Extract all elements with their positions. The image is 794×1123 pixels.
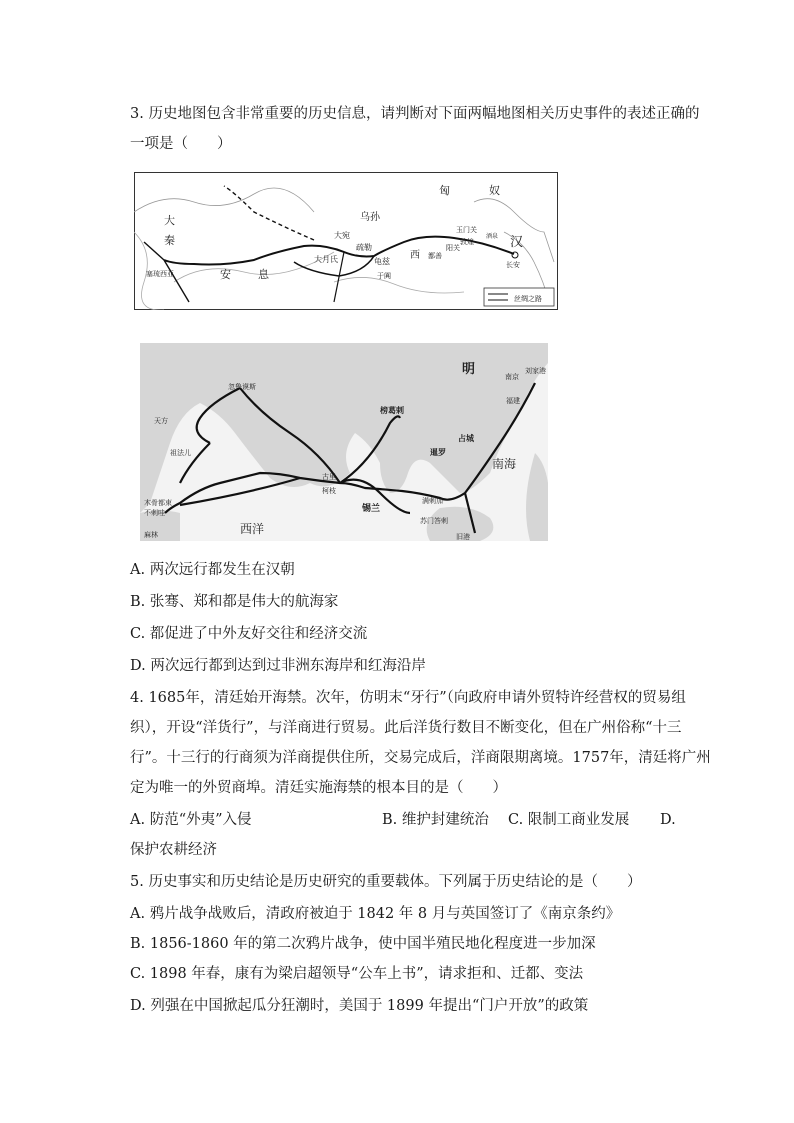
map2-label-xiyang: 西洋: [240, 522, 265, 536]
q4-option-a: A. 防范“外夷”入侵: [130, 812, 252, 828]
map2-label-ming: 明: [462, 362, 476, 377]
map2-label-hulumosi: 忽鲁谟斯: [228, 383, 256, 391]
map1-label-xi: 西: [410, 250, 420, 261]
map2-label-mogadishu: 木骨都束: [144, 499, 172, 507]
map2-label-sumendala: 苏门答剌: [420, 517, 448, 525]
silk-road-map-svg: [134, 172, 558, 310]
map2-label-kezhi: 柯枝: [322, 487, 336, 495]
q3-option-c: C. 都促进了中外友好交往和经济交流: [130, 626, 368, 642]
q5-option-a: A. 鸦片战争战败后，清政府被迫于 1842 年 8 月与英国签订了《南京条约》: [130, 906, 621, 922]
q4-stem-line3: 行”。十三行的行商须为洋商提供住所，交易完成后，洋商限期离境。1757年，清廷将广州: [130, 750, 711, 766]
q4-stem-line1: 4. 1685年，清廷始开海禁。次年，仿明末“牙行”（向政府申请外贸特许经营权的贸易组: [130, 690, 686, 706]
map1-label-yumenguan: 玉门关: [456, 226, 477, 234]
map1-label-yucheng: 龟兹: [374, 257, 390, 266]
map2-label-zhancheng: 占城: [458, 434, 474, 443]
map1-label-jiuquan: 酒泉: [486, 233, 499, 240]
map1-label-yutian: 于阗: [377, 272, 391, 280]
silk-road-map: [134, 172, 558, 310]
map2-label-bulawa: 不剌哇: [144, 509, 165, 517]
map1-label-wusun: 乌孙: [360, 212, 380, 223]
map2-label-mengjiala: 榜葛剌: [380, 406, 404, 415]
map1-label-dayuezhi: 大月氏: [314, 255, 338, 264]
map1-label-shanshan: 鄯善: [428, 252, 442, 260]
map1-label-anxi2: 息: [258, 268, 269, 281]
map2-label-liujiagang: 刘家港: [525, 367, 546, 375]
map1-label-da: 大: [164, 214, 175, 227]
map2-label-nanhai: 南海: [492, 457, 517, 471]
map2-label-xilan: 锡兰: [362, 504, 381, 514]
map1-legend: 丝绸之路: [514, 295, 542, 303]
map2-label-tianfang: 天方: [154, 417, 168, 425]
q4-stem-line4: 定为唯一的外贸商埠。清廷实施海禁的根本目的是（ ）: [130, 780, 507, 796]
map2-label-jiugang: 旧港: [456, 533, 470, 541]
map1-label-xiangluo: 塞琉西亚: [146, 270, 174, 278]
map1-label-xiongnu1: 匈: [439, 184, 450, 197]
map1-label-dunhuang: 敦煌: [460, 238, 474, 246]
map1-label-qin: 秦: [164, 234, 175, 247]
zhenghe-map: [140, 343, 548, 541]
q5-option-b: B. 1856-1860 年的第二次鸦片战争，使中国半殖民地化程度进一步加深: [130, 936, 596, 952]
q3-option-b: B. 张骞、郑和都是伟大的航海家: [130, 594, 339, 610]
zhenghe-map-svg: [140, 343, 548, 541]
map2-label-zufaer: 祖法儿: [170, 449, 191, 457]
q4-option-d: D.: [660, 812, 676, 828]
q4-option-d-continued: 保护农耕经济: [130, 842, 217, 858]
map2-label-fujian: 福建: [506, 397, 520, 405]
map2-label-nanjing: 南京: [505, 373, 519, 381]
map1-label-yangguan: 阳关: [446, 244, 460, 252]
map2-label-malindi: 麻林: [144, 531, 158, 539]
map1-label-han: 汉: [510, 235, 524, 250]
q5-option-d: D. 列强在中国掀起瓜分狂潮时，美国于 1899 年提出“门户开放”的政策: [130, 998, 589, 1014]
q3-option-d: D. 两次远行都到达到过非洲东海岸和红海沿岸: [130, 658, 426, 674]
map1-label-anxi1: 安: [220, 268, 231, 281]
q3-stem-line1: 3. 历史地图包含非常重要的历史信息，请判断对下面两幅地图相关历史事件的表述正确的: [130, 106, 700, 122]
q5-option-c: C. 1898 年春，康有为梁启超领导“公车上书”，请求拒和、迁都、变法: [130, 966, 584, 982]
q4-option-c: C. 限制工商业发展: [508, 812, 630, 828]
map1-label-dayuan: 大宛: [334, 231, 350, 240]
q5-stem: 5. 历史事实和历史结论是历史研究的重要载体。下列属于历史结论的是（ ）: [130, 874, 642, 890]
map1-label-shule: 疏勒: [356, 243, 372, 252]
map2-label-xianluo: 暹罗: [430, 448, 446, 457]
q3-option-a: A. 两次远行都发生在汉朝: [130, 562, 295, 578]
q4-option-b: B. 维护封建统治: [382, 812, 489, 828]
q3-stem-line2: 一项是（ ）: [130, 136, 232, 152]
map2-label-guli: 古里: [322, 473, 336, 481]
map2-label-manlajia: 满剌加: [422, 497, 443, 505]
map1-label-changan: 长安: [506, 261, 520, 269]
q4-stem-line2: 织），开设“洋货行”，与洋商进行贸易。此后洋货行数目不断变化，但在广州俗称“十三: [130, 720, 682, 736]
map1-label-xiongnu2: 奴: [489, 184, 500, 197]
